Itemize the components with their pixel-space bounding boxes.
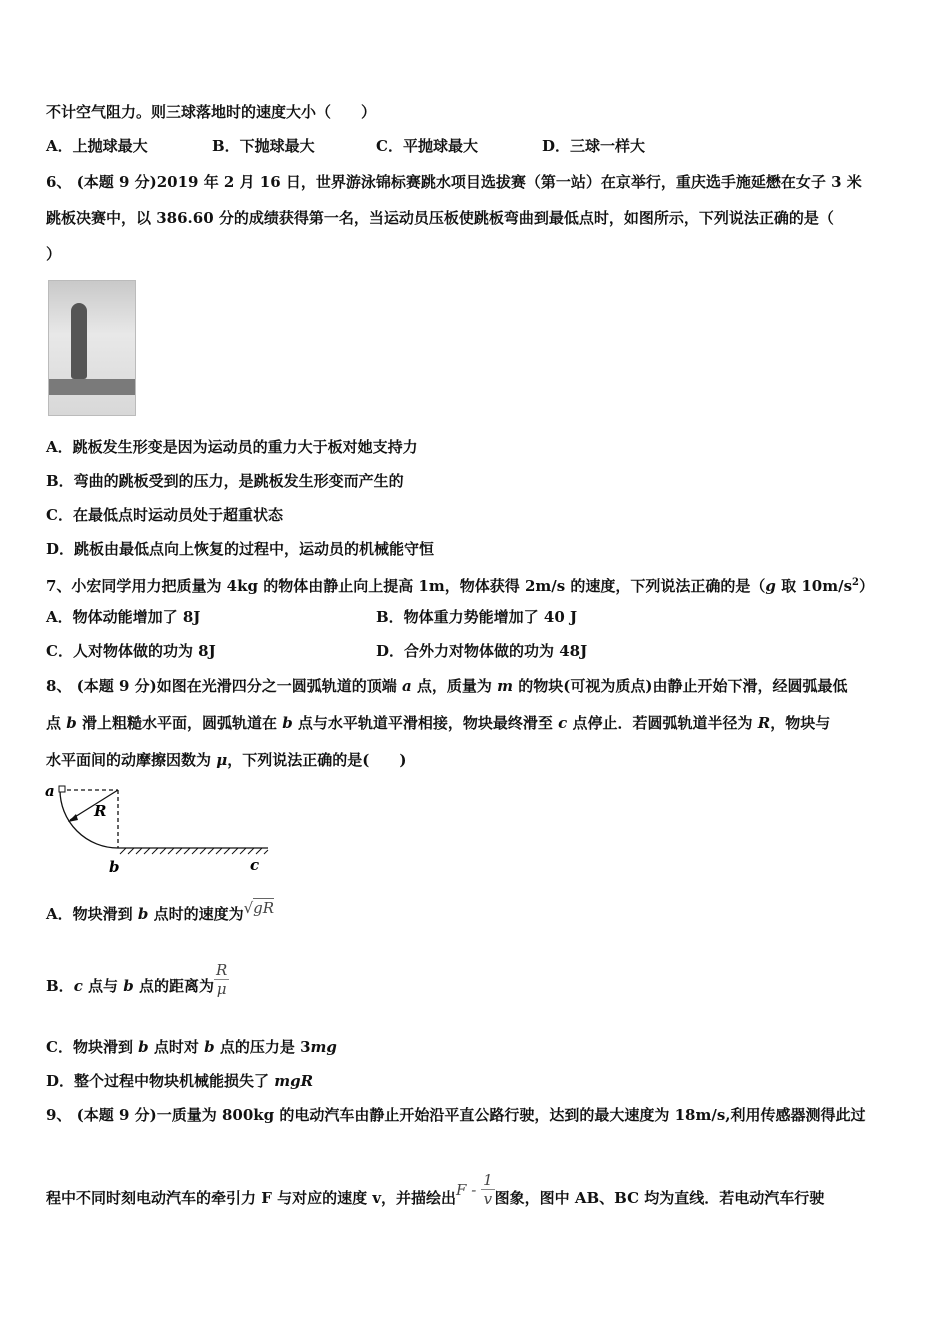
q9-t1: 程中不同时刻电动汽车的牵引力 F 与对应的速度 v，并描绘出 xyxy=(46,1189,457,1207)
q6-stem-2: 跳板决赛中，以 386.60 分的成绩获得第一名，当运动员压板使跳板弯曲到最低点时，如图所示，下列说法正确的是（ xyxy=(46,209,834,227)
q8a-t2: 点时的速度为 xyxy=(148,905,244,923)
q5-option-c: C．平抛球最大 xyxy=(376,137,478,155)
q8c-b1: b xyxy=(138,1038,149,1056)
arc-track xyxy=(60,790,118,848)
text-line: 不计空气阻力。则三球落地时的速度大小（ ） xyxy=(46,103,377,121)
sqrt-gR: √gR xyxy=(243,899,275,917)
q8-var-R: R xyxy=(757,714,771,732)
q9-stem-1: 9、 (本题 9 分)一质量为 800kg 的电动汽车由静止开始沿平直公路行驶，达到的最大速度为 18m/s,利用传感器测得此过 xyxy=(46,1106,866,1124)
q5-option-a: A．上抛球最大 xyxy=(46,137,148,155)
diver-figure xyxy=(71,303,87,379)
q8-stem-3 xyxy=(46,750,904,770)
q8-stem-1 xyxy=(46,676,904,696)
q8-stem-2 xyxy=(46,713,904,733)
q8-var-m: m xyxy=(497,677,514,695)
q8-var-b2: b xyxy=(282,714,293,732)
q9-dash: - xyxy=(466,1181,482,1199)
q8-var-b: b xyxy=(66,714,77,732)
q8b-b: b xyxy=(123,977,134,995)
q6-option-c: C．在最低点时运动员处于超重状态 xyxy=(46,506,283,524)
q6-stem-3: ） xyxy=(46,245,62,263)
q8-t7: 点停止．若圆弧轨道半径为 xyxy=(567,714,758,732)
q6-option-d: D．跳板由最低点向上恢复的过程中，运动员的机械能守恒 xyxy=(46,540,435,558)
q8-t1: 8、 (本题 9 分)如图在光滑四分之一圆弧轨道的顶端 xyxy=(46,677,402,695)
q7-option-a: A．物体动能增加了 8J xyxy=(46,608,201,626)
q8-t10: ，下列说法正确的是( ) xyxy=(227,751,407,769)
q7-end: ） xyxy=(859,577,875,595)
q8b-t1: B． xyxy=(46,977,74,995)
q7-unit: 取 10m/s xyxy=(775,577,853,595)
q8c-t1: C．物块滑到 xyxy=(46,1038,139,1056)
label-R: R xyxy=(94,802,107,820)
q8a-t1: A．物块滑到 xyxy=(46,905,138,923)
q8c-t2: 点时对 xyxy=(148,1038,205,1056)
q8d-mgr: mgR xyxy=(274,1072,314,1090)
q8-t3: 的物块(可视为质点)由静止开始下滑，经圆弧最低 xyxy=(513,677,848,695)
fraction-R-over-mu xyxy=(214,961,229,998)
springboard xyxy=(49,379,135,395)
frac-den: μ xyxy=(216,979,227,998)
q7-option-c: C．人对物体做的功为 8J xyxy=(46,642,216,660)
q6-option-b: B．弯曲的跳板受到的压力，是跳板发生形变而产生的 xyxy=(46,472,404,490)
q8-t6: 点与水平轨道平滑相接，物块最终滑至 xyxy=(292,714,559,732)
sqrt-gR-radicand: gR xyxy=(253,899,275,917)
q8-t4: 点 xyxy=(46,714,67,732)
q8-option-d xyxy=(46,1071,904,1091)
q9-frac-den: v xyxy=(483,1189,493,1208)
fraction-1-over-v xyxy=(481,1171,495,1208)
q8-option-b xyxy=(46,958,904,1014)
q7-option-b: B．物体重力势能增加了 40 J xyxy=(376,608,578,626)
q8d-t1: D．整个过程中物块机械能损失了 xyxy=(46,1072,275,1090)
q8b-t2: 点与 xyxy=(82,977,124,995)
q8-var-mu: μ xyxy=(216,751,228,769)
quarter-arc-diagram xyxy=(40,780,280,878)
q7-sup: 2 xyxy=(852,577,860,588)
q9-t2: 图象，图中 AB、BC 均为直线．若电动汽车行驶 xyxy=(494,1189,825,1207)
q8b-c: c xyxy=(73,977,83,995)
q9-stem-2 xyxy=(46,1168,904,1228)
q5-option-d: D．三球一样大 xyxy=(542,137,646,155)
q7-g: g xyxy=(765,577,776,595)
q8a-b: b xyxy=(137,905,149,923)
q7-stem xyxy=(46,573,904,596)
frac-num: R xyxy=(216,960,228,979)
label-c: c xyxy=(250,856,260,874)
q8-t9: 水平面间的动摩擦因数为 xyxy=(46,751,217,769)
q8c-mg: mg xyxy=(310,1038,337,1056)
diver-photo xyxy=(48,280,136,416)
label-a: a xyxy=(45,782,55,800)
block xyxy=(59,786,65,792)
q6-option-a: A．跳板发生形变是因为运动员的重力大于板对她支持力 xyxy=(46,438,418,456)
q9-F: F xyxy=(456,1181,467,1199)
q8-t8: ，物块与 xyxy=(770,714,831,732)
q8-var-a: a xyxy=(401,677,412,695)
hatch-marks xyxy=(120,848,268,854)
q8b-t3: 点的距离为 xyxy=(133,977,215,995)
q7-stem-text: 7、小宏同学用力把质量为 4kg 的物体由静止向上提高 1m，物体获得 2m/s 的速度，下列说法正确的是（ xyxy=(46,577,766,595)
q6-stem-1: 6、 (本题 9 分)2019 年 2 月 16 日，世界游泳锦标赛跳水项目选拔赛（第一站）在京举行，重庆选手施延懋在女子 3 米 xyxy=(46,173,862,191)
q8-option-a xyxy=(46,899,904,924)
q9-frac-num: 1 xyxy=(483,1170,493,1189)
q5-option-b: B．下抛球最大 xyxy=(212,137,315,155)
q8-var-c: c xyxy=(558,714,568,732)
label-b: b xyxy=(109,858,120,876)
q8-option-c xyxy=(46,1037,904,1057)
q8c-t3: 点的压力是 3 xyxy=(214,1038,311,1056)
q7-option-d: D．合外力对物体做的功为 48J xyxy=(376,642,588,660)
q8c-b2: b xyxy=(204,1038,215,1056)
q8-t2: 点，质量为 xyxy=(411,677,498,695)
q8-t5: 滑上粗糙水平面，圆弧轨道在 xyxy=(76,714,283,732)
